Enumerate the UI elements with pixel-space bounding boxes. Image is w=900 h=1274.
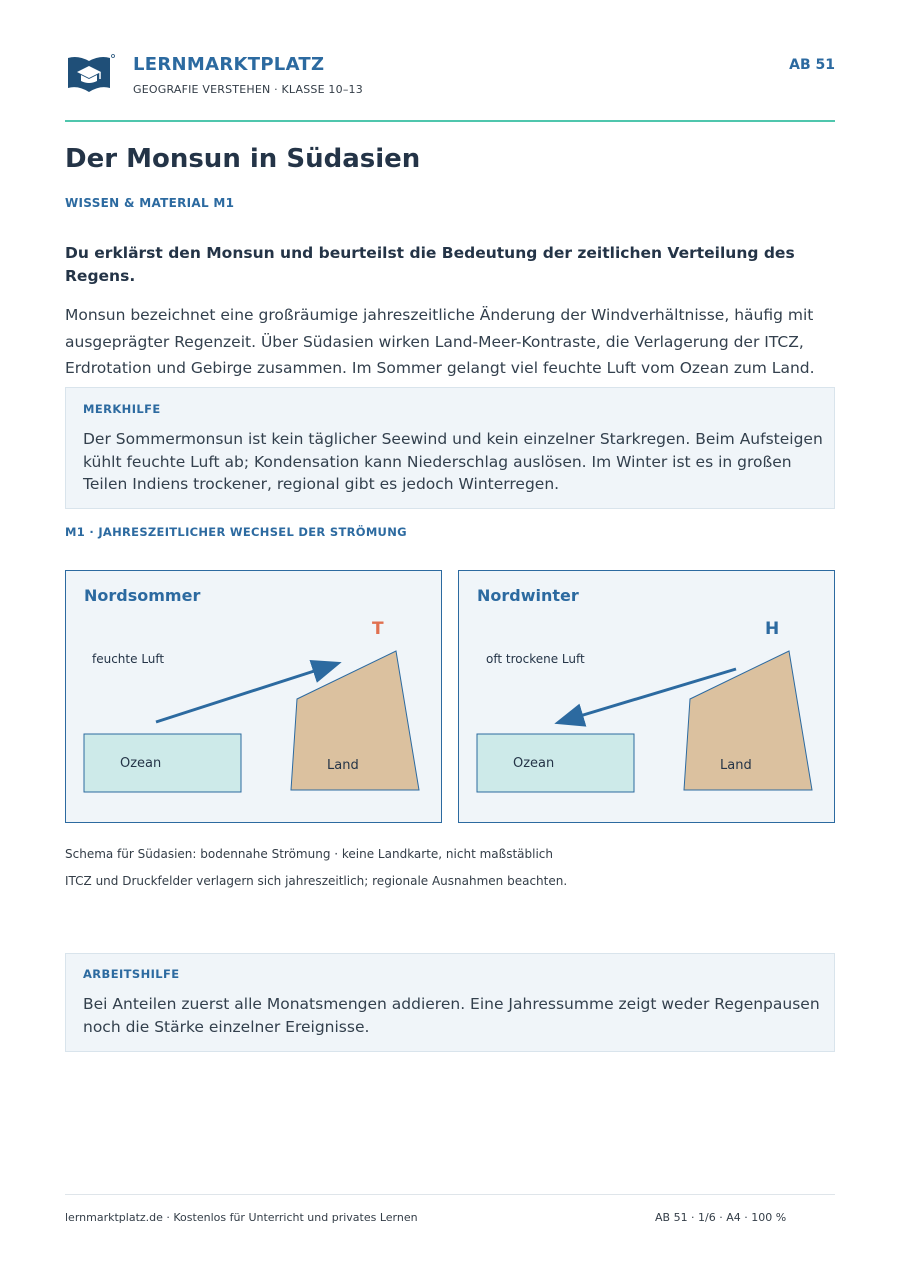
merkhilfe-text: Der Sommermonsun ist kein täglicher Seewind und kein einzelner Starkregen. Beim Aufsteigen kühlt feuchte Luft ab; Kondensation kann Niederschlag auslösen. Im Winter ist es in großen Teilen Indiens trockener, regional gibt es jedoch Winterregen. (83, 430, 823, 493)
air-label: feuchte Luft (92, 652, 165, 666)
pressure-label: T (372, 619, 384, 639)
arbeitshilfe-box (65, 953, 835, 1052)
ocean-label: Ozean (120, 756, 162, 771)
brand-name: LERNMARKTPLATZ (133, 54, 325, 75)
figure-caption: Schema für Südasien: bodennahe Strömung · keine Landkarte, nicht maßstäblich (65, 847, 553, 861)
book-graduation-cap-icon (65, 52, 115, 96)
arbeitshilfe-text: Bei Anteilen zuerst alle Monatsmengen addieren. Eine Jahressumme zeigt weder Regenpausen noch die Stärke einzelner Ereignisse. (83, 995, 820, 1036)
ocean-label: Ozean (513, 756, 555, 771)
arbeitshilfe-label: ARBEITSHILFE (83, 967, 180, 981)
header-divider (65, 120, 835, 122)
sheet-number: AB 51 (789, 57, 835, 73)
footer-source: lernmarktplatz.de · Kostenlos für Unterricht und privates Lernen (65, 1211, 418, 1224)
panel-title: Nordwinter (477, 586, 579, 605)
panel-title: Nordsommer (84, 586, 201, 605)
footer-divider (65, 1194, 835, 1195)
panel-nordwinter (458, 570, 835, 823)
page-header (65, 50, 835, 110)
merkhilfe-box (65, 387, 835, 509)
brand-subtitle: GEOGRAFIE VERSTEHEN · KLASSE 10–13 (133, 83, 363, 96)
ocean-shape (477, 734, 634, 792)
merkhilfe-label: MERKHILFE (83, 402, 161, 416)
footer-page-info: AB 51 · 1/6 · A4 · 100 % (655, 1211, 787, 1224)
intro-paragraph: Monsun bezeichnet eine großräumige jahreszeitliche Änderung der Windverhältnisse, häufig mit ausgeprägter Regenzeit. Über Südasien wirken Land-Meer-Kontraste, die Verlagerung der ITCZ, Erdrotation und Gebirge zusammen. Im Sommer gelangt viel feuchte Luft vom Ozean zum Land. (65, 306, 815, 377)
figure-note: ITCZ und Druckfelder verlagern sich jahreszeitlich; regionale Ausnahmen beachten. (65, 874, 568, 888)
page-title: Der Monsun in Südasien (65, 144, 421, 174)
pressure-label: H (765, 619, 780, 639)
panel-nordsommer (65, 570, 442, 823)
land-label: Land (720, 758, 752, 773)
land-label: Land (327, 758, 359, 773)
material-label: M1 · JAHRESZEITLICHER WECHSEL DER STRÖMUNG (65, 525, 407, 539)
ocean-shape (84, 734, 241, 792)
air-label: oft trockene Luft (486, 652, 585, 666)
section-label: WISSEN & MATERIAL M1 (65, 196, 235, 210)
learning-goal: Du erklärst den Monsun und beurteilst die Bedeutung der zeitlichen Verteilung des Regens. (65, 244, 795, 285)
